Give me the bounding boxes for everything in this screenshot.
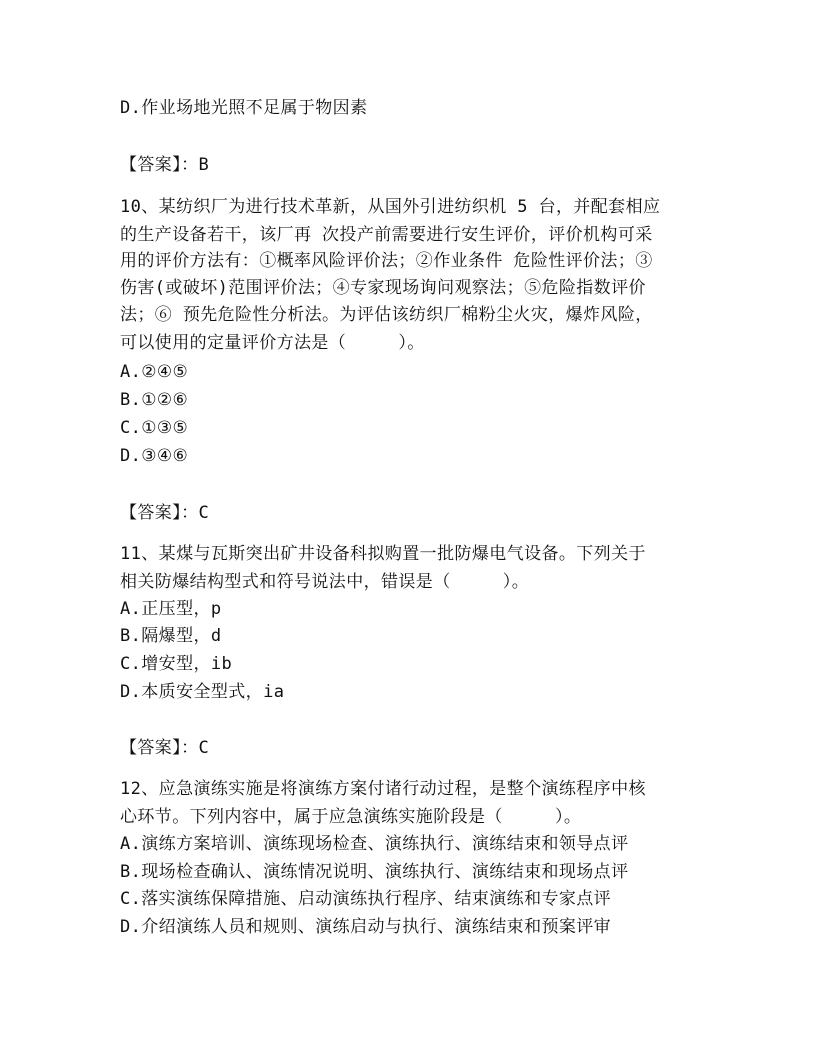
q10-option-a: A.②④⑤: [120, 362, 189, 382]
q11-option-a: A.正压型，p: [120, 599, 222, 619]
prev-answer: 【答案】：B: [120, 155, 210, 175]
q10-stem-line: 用的评价方法有：①概率风险评价法；②作业条件 危险性评价法；③: [120, 251, 653, 271]
q10-option-d: D.③④⑥: [120, 446, 189, 466]
q10-option-c: C.①③⑤: [120, 418, 189, 438]
q12-stem-line: 心环节。下列内容中，属于应急演练实施阶段是（ ）。: [120, 807, 582, 827]
prev-option-d: D.作业场地光照不足属于物因素: [120, 98, 368, 118]
q11-stem-line: 11、某煤与瓦斯突出矿井设备科拟购置一批防爆电气设备。下列关于: [120, 544, 646, 564]
q12-option-c: C.落实演练保障措施、启动演练执行程序、结束演练和专家点评: [120, 889, 612, 909]
q10-stem-line: 法；⑥ 预先危险性分析法。为评估该纺织厂棉粉尘火灾，爆炸风险，: [120, 305, 653, 325]
q10-stem-line: 伤害(或破坏)范围评价法；④专家现场询问观察法；⑤危险指数评价: [120, 278, 646, 298]
q10-stem-line: 的生产设备若干，该厂再 次投产前需要进行安生评价，评价机构可采: [120, 225, 653, 245]
q11-option-d: D.本质安全型式，ia: [120, 682, 285, 702]
q10-option-b: B.①②⑥: [120, 390, 189, 410]
q12-stem-line: 12、应急演练实施是将演练方案付诸行动过程，是整个演练程序中核: [120, 779, 646, 799]
q11-stem-line: 相关防爆结构型式和符号说法中，错误是（ ）。: [120, 572, 530, 592]
q11-option-b: B.隔爆型，d: [120, 626, 222, 646]
q10-stem-line: 可以使用的定量评价方法是（ ）。: [120, 333, 425, 353]
q12-option-d: D.介绍演练人员和规则、演练启动与执行、演练结束和预案评审: [120, 917, 612, 937]
q10-answer: 【答案】：C: [120, 503, 210, 523]
q11-option-c: C.增安型，ib: [120, 654, 233, 674]
q11-answer: 【答案】：C: [120, 738, 210, 758]
q12-option-b: B.现场检查确认、演练情况说明、演练执行、演练结束和现场点评: [120, 862, 629, 882]
q12-option-a: A.演练方案培训、演练现场检查、演练执行、演练结束和领导点评: [120, 834, 629, 854]
q10-stem-line: 10、某纺织厂为进行技术革新，从国外引进纺织机 5 台，并配套相应: [120, 197, 661, 217]
